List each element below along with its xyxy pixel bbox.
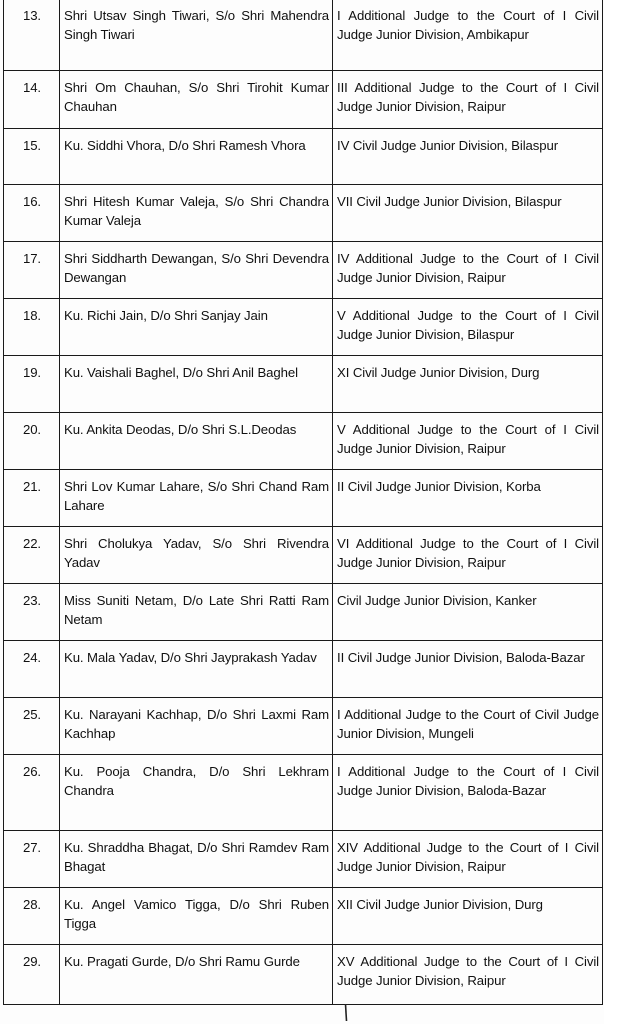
posting-cell [333, 0, 603, 71]
name-cell [60, 71, 333, 129]
postings-table [3, 0, 603, 1005]
table-row [4, 299, 603, 356]
posting-text: V Additional Judge to the Court of I Civil Judge Junior Division, Raipur [337, 422, 599, 456]
table-row [4, 413, 603, 470]
posting-cell [333, 129, 603, 185]
officer-name: Ku. Mala Yadav, D/o Shri Jayprakash Yadav [64, 650, 317, 665]
posting-text: II Civil Judge Junior Division, Baloda-Bazar [337, 650, 585, 665]
serial-number: 23. [22, 593, 42, 608]
table-row [4, 0, 603, 71]
serial-number-cell [4, 698, 60, 755]
officer-name: Ku. Siddhi Vhora, D/o Shri Ramesh Vhora [64, 138, 306, 153]
posting-cell [333, 413, 603, 470]
name-cell [60, 584, 333, 641]
serial-number: 24. [22, 650, 42, 665]
serial-number: 17. [22, 251, 42, 266]
table-row [4, 71, 603, 129]
table-row [4, 356, 603, 413]
serial-number: 19. [22, 365, 42, 380]
serial-number: 14. [22, 80, 42, 95]
posting-text: V Additional Judge to the Court of I Civil Judge Junior Division, Bilaspur [337, 308, 599, 342]
serial-number-cell [4, 755, 60, 831]
officer-name: Ku. Angel Vamico Tigga, D/o Shri Ruben Tigga [64, 897, 329, 931]
posting-text: II Civil Judge Junior Division, Korba [337, 479, 541, 494]
officer-name: Shri Hitesh Kumar Valeja, S/o Shri Chandra Kumar Valeja [64, 194, 329, 228]
posting-cell [333, 698, 603, 755]
serial-number: 15. [22, 138, 42, 153]
serial-number: 20. [22, 422, 42, 437]
pen-mark-icon [344, 1004, 348, 1022]
posting-cell [333, 888, 603, 945]
serial-number-cell [4, 242, 60, 299]
posting-text: XIV Additional Judge to the Court of I Civil Judge Junior Division, Raipur [337, 840, 599, 874]
officer-name: Ku. Vaishali Baghel, D/o Shri Anil Baghel [64, 365, 298, 380]
posting-cell [333, 527, 603, 584]
name-cell [60, 527, 333, 584]
serial-number: 29. [22, 954, 42, 969]
table-row [4, 888, 603, 945]
officer-name: Shri Siddharth Dewangan, S/o Shri Devendra Dewangan [64, 251, 329, 285]
serial-number: 18. [22, 308, 42, 323]
table-row [4, 831, 603, 888]
name-cell [60, 129, 333, 185]
table-row [4, 527, 603, 584]
serial-number-cell [4, 470, 60, 527]
table-row [4, 641, 603, 698]
posting-text: XII Civil Judge Junior Division, Durg [337, 897, 543, 912]
name-cell [60, 185, 333, 242]
serial-number-cell [4, 413, 60, 470]
name-cell [60, 831, 333, 888]
serial-number: 26. [22, 764, 42, 779]
name-cell [60, 888, 333, 945]
posting-cell [333, 242, 603, 299]
officer-name: Ku. Ankita Deodas, D/o Shri S.L.Deodas [64, 422, 297, 437]
posting-text: VII Civil Judge Junior Division, Bilaspur [337, 194, 562, 209]
serial-number-cell [4, 129, 60, 185]
serial-number-cell [4, 71, 60, 129]
posting-cell [333, 299, 603, 356]
table-row [4, 470, 603, 527]
officer-name: Miss Suniti Netam, D/o Late Shri Ratti Ram Netam [64, 593, 329, 627]
posting-cell [333, 584, 603, 641]
serial-number-cell [4, 356, 60, 413]
officer-name: Ku. Shraddha Bhagat, D/o Shri Ramdev Ram Bhagat [64, 840, 329, 874]
page-margin [604, 0, 624, 1024]
posting-text: IV Additional Judge to the Court of I Civil Judge Junior Division, Raipur [337, 251, 599, 285]
officer-name: Shri Lov Kumar Lahare, S/o Shri Chand Ram Lahare [64, 479, 329, 513]
posting-text: IV Civil Judge Junior Division, Bilaspur [337, 138, 559, 153]
posting-text: III Additional Judge to the Court of I Civil Judge Junior Division, Raipur [337, 80, 599, 114]
serial-number: 22. [22, 536, 42, 551]
officer-name: Ku. Pooja Chandra, D/o Shri Lekhram Chandra [64, 764, 329, 798]
posting-text: XV Additional Judge to the Court of I Civil Judge Junior Division, Raipur [337, 954, 599, 988]
posting-cell [333, 71, 603, 129]
serial-number-cell [4, 584, 60, 641]
name-cell [60, 755, 333, 831]
name-cell [60, 0, 333, 71]
name-cell [60, 470, 333, 527]
officer-name: Shri Utsav Singh Tiwari, S/o Shri Mahendra Singh Tiwari [64, 8, 329, 42]
name-cell [60, 299, 333, 356]
posting-cell [333, 945, 603, 1005]
serial-number: 27. [22, 840, 42, 855]
officer-name: Shri Cholukya Yadav, S/o Shri Rivendra Yadav [64, 536, 329, 570]
serial-number-cell [4, 299, 60, 356]
name-cell [60, 356, 333, 413]
posting-text: I Additional Judge to the Court of Civil Judge Junior Division, Mungeli [337, 707, 599, 741]
officer-name: Ku. Pragati Gurde, D/o Shri Ramu Gurde [64, 954, 300, 969]
posting-text: I Additional Judge to the Court of I Civil Judge Junior Division, Baloda-Bazar [337, 764, 599, 798]
serial-number-cell [4, 945, 60, 1005]
table-row [4, 584, 603, 641]
serial-number-cell [4, 888, 60, 945]
posting-cell [333, 185, 603, 242]
name-cell [60, 413, 333, 470]
officer-name: Ku. Narayani Kachhap, D/o Shri Laxmi Ram Kachhap [64, 707, 329, 741]
serial-number: 13. [22, 8, 42, 23]
posting-text: I Additional Judge to the Court of I Civil Judge Junior Division, Ambikapur [337, 8, 599, 42]
serial-number-cell [4, 641, 60, 698]
serial-number-cell [4, 527, 60, 584]
serial-number-cell [4, 831, 60, 888]
posting-text: Civil Judge Junior Division, Kanker [337, 593, 537, 608]
table-row [4, 945, 603, 1005]
table-row [4, 698, 603, 755]
name-cell [60, 242, 333, 299]
name-cell [60, 641, 333, 698]
serial-number: 21. [22, 479, 42, 494]
posting-cell [333, 470, 603, 527]
serial-number-cell [4, 185, 60, 242]
posting-text: VI Additional Judge to the Court of I Civil Judge Junior Division, Raipur [337, 536, 599, 570]
officer-name: Shri Om Chauhan, S/o Shri Tirohit Kumar Chauhan [64, 80, 329, 114]
posting-cell [333, 755, 603, 831]
posting-cell [333, 356, 603, 413]
name-cell [60, 698, 333, 755]
posting-cell [333, 641, 603, 698]
serial-number: 16. [22, 194, 42, 209]
table-row [4, 185, 603, 242]
table-row [4, 755, 603, 831]
serial-number: 28. [22, 897, 42, 912]
posting-text: XI Civil Judge Junior Division, Durg [337, 365, 540, 380]
table-row [4, 129, 603, 185]
posting-cell [333, 831, 603, 888]
table-row [4, 242, 603, 299]
officer-name: Ku. Richi Jain, D/o Shri Sanjay Jain [64, 308, 268, 323]
name-cell [60, 945, 333, 1005]
serial-number: 25. [22, 707, 42, 722]
serial-number-cell [4, 0, 60, 71]
